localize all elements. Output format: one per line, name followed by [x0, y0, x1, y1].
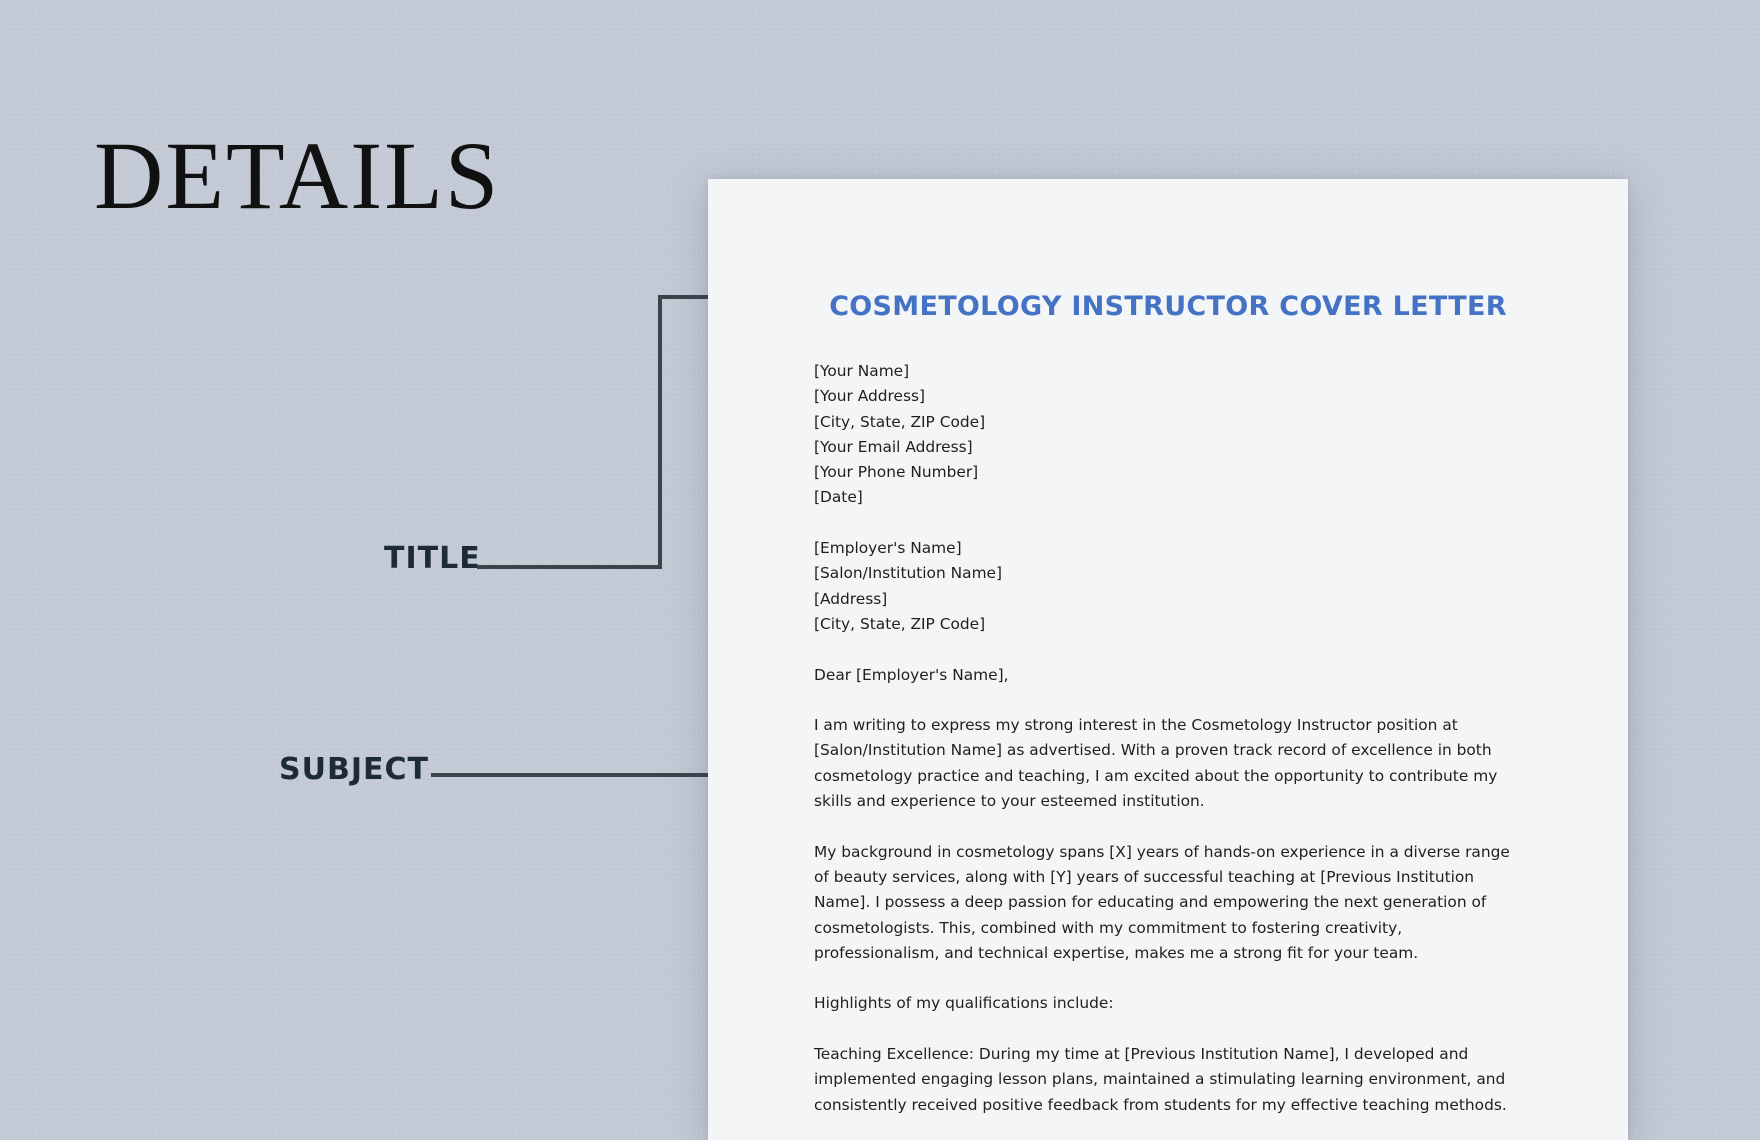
recipient-address: [Address] [814, 589, 888, 608]
sender-city-state-zip: [City, State, ZIP Code] [814, 412, 986, 431]
sender-name: [Your Name] [814, 362, 910, 380]
sender-email: [Your Email Address] [814, 437, 973, 456]
sender-phone: [Your Phone Number] [814, 463, 979, 482]
recipient-name: [Employer's Name] [814, 539, 962, 558]
salutation: Dear [Employer's Name], [814, 665, 1009, 684]
paragraph-teaching-excellence: Teaching Excellence: During my time at [Previous Institution Name], I developed and implemented engaging lesson plans, maintained a stimulating learning environment, and consistently received positive feedback from students for my effective teaching methods. [814, 1045, 1507, 1114]
page-heading: DETAILS [94, 122, 501, 229]
subject-callout-label: SUBJECT [279, 752, 429, 787]
letter-date: [Date] [814, 488, 863, 507]
paragraph-background: My background in cosmetology spans [X] years of hands-on experience in a diverse range of beauty services, along with [Y] years of successful teaching at [Previous Institution Name]. I possess a deep passion for educating and empowering the next generation of cosmetologists. This, combined with my commitment to fostering creativity, professionalism, and technical expertise, makes me a strong fit for your team. [814, 842, 1510, 962]
recipient-city-state-zip: [City, State, ZIP Code] [814, 614, 986, 633]
sender-address: [Your Address] [814, 387, 926, 406]
document-title: COSMETOLOGY INSTRUCTOR COVER LETTER [829, 291, 1507, 322]
recipient-institution: [Salon/Institution Name] [814, 564, 1003, 583]
document-body [814, 359, 1514, 1140]
title-callout-label: TITLE [384, 541, 481, 576]
paragraph-highlights-intro: Highlights of my qualifications include: [814, 994, 1114, 1013]
cover-letter-page [708, 179, 1628, 1140]
recipient-block [814, 536, 1514, 637]
paragraph-introduction: I am writing to express my strong interest in the Cosmetology Instructor position at [Salon/Institution Name] as advertised. With a proven track record of excellence in both cosmetology practice and teaching, I am excited about the opportunity to contribute my skills and experience to your esteemed institution. [814, 716, 1498, 811]
sender-block [814, 359, 1514, 511]
